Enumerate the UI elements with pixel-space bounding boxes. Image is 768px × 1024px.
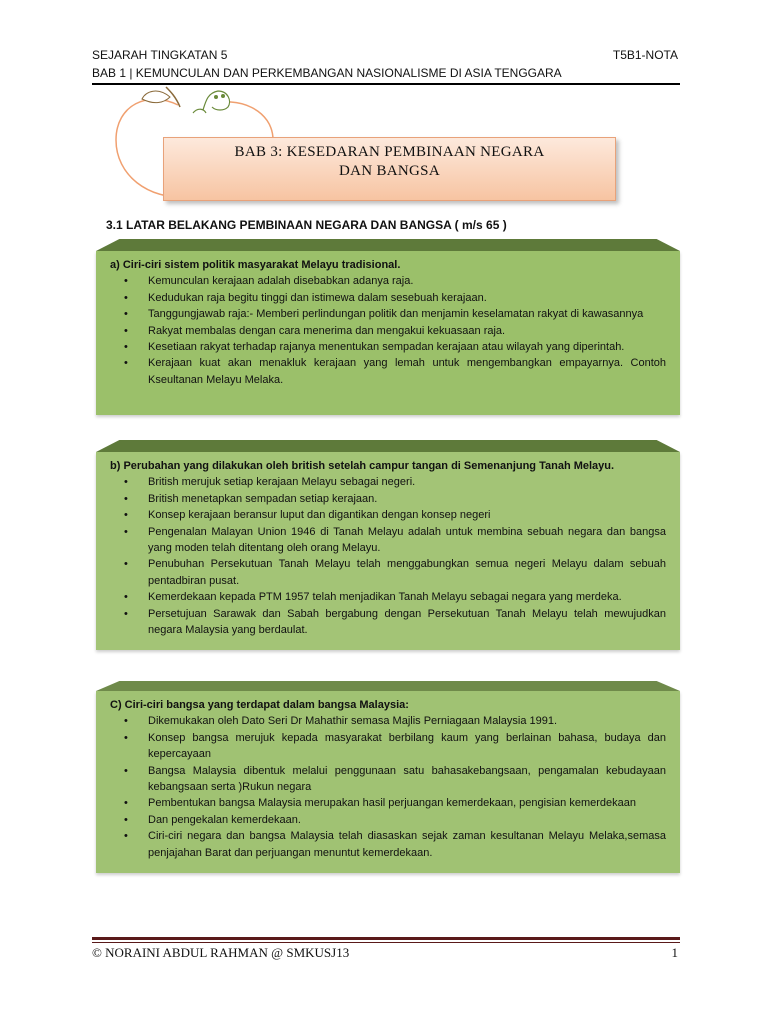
author-credit: © NORAINI ABDUL RAHMAN @ SMKUSJ13 — [92, 945, 350, 960]
list-item: • British menetapkan sempadan setiap kerajaan. — [110, 491, 666, 507]
list-item: • Tanggungjawab raja:- Memberi perlindungan politik dan menjamin keselamatan rakyat di kawasannya — [110, 306, 666, 322]
list-item: • Kemerdekaan kepada PTM 1957 telah menjadikan Tanah Melayu sebagai negara yang merdeka. — [110, 589, 666, 605]
list-item: • British merujuk setiap kerajaan Melayu sebagai negeri. — [110, 474, 666, 490]
list-item: • Persetujuan Sarawak dan Sabah bergabung dengan Persekutuan Tanah Melayu telah mewujudkan negara Malaysia yang berdaulat. — [110, 606, 666, 639]
bullet-list — [110, 713, 666, 861]
page-header — [92, 46, 678, 82]
panel-malaysian-nation — [96, 681, 680, 873]
list-item: • Bangsa Malaysia dibentuk melalui penggunaan satu bahasakebangsaan, pengamalan kebudayaan kebangsaan serta )Rukun negara — [110, 763, 666, 796]
list-item: • Ciri-ciri negara dan bangsa Malaysia telah diasaskan sejak zaman kesultanan Melayu Melaka,semasa penjajahan Barat dan perjuangan menuntut kemerdekaan. — [110, 828, 666, 861]
panel-bevel — [96, 440, 680, 452]
list-item: • Rakyat membalas dengan cara menerima dan mengakui kekuasaan raja. — [110, 323, 666, 339]
section-heading: 3.1 LATAR BELAKANG PEMBINAAN NEGARA DAN BANGSA ( m/s 65 ) — [106, 218, 507, 232]
chapter-title-line1: BAB 3: KESEDARAN PEMBINAAN NEGARA — [234, 144, 545, 160]
panel-heading: C) Ciri-ciri bangsa yang terdapat dalam bangsa Malaysia: — [110, 699, 409, 711]
footer-divider — [92, 937, 680, 940]
panel-heading: a) Ciri-ciri sistem politik masyarakat Melayu tradisional. — [110, 259, 401, 271]
chapter-title-box — [163, 137, 616, 201]
list-item: • Dan pengekalan kemerdekaan. — [110, 812, 666, 828]
panel-british-changes — [96, 440, 680, 650]
list-item: • Dikemukakan oleh Dato Seri Dr Mahathir semasa Majlis Perniagaan Malaysia 1991. — [110, 713, 666, 729]
footer-divider-thin — [92, 942, 680, 943]
list-item: • Konsep kerajaan beransur luput dan digantikan dengan konsep negeri — [110, 507, 666, 523]
page-number: 1 — [671, 945, 678, 960]
panel-heading: b) Perubahan yang dilakukan oleh british setelah campur tangan di Semenanjung Tanah Melayu. — [110, 460, 615, 472]
list-item: • Kedudukan raja begitu tinggi dan istimewa dalam sesebuah kerajaan. — [110, 290, 666, 306]
panel-body — [96, 452, 680, 650]
list-item: • Pengenalan Malayan Union 1946 di Tanah Melayu adalah untuk membina sebuah negara dan bangsa yang moden telah ditentang oleh orang Melayu. — [110, 524, 666, 557]
list-item: • Kerajaan kuat akan menakluk kerajaan yang lemah untuk mengembangkan empayarnya. Contoh Kseultanan Melayu Melaka. — [110, 355, 666, 388]
list-item: • Pembentukan bangsa Malaysia merupakan hasil perjuangan kemerdekaan, pengisian kemerdekaan — [110, 795, 666, 811]
list-item: • Kesetiaan rakyat terhadap rajanya menentukan sempadan kerajaan atau wilayah yang diperintah. — [110, 339, 666, 355]
panel-political-system — [96, 239, 680, 415]
bullet-list — [110, 474, 666, 638]
page-footer — [92, 944, 678, 962]
chapter-title-line2: DAN BANGSA — [339, 163, 440, 179]
chapter-label: BAB 1 | KEMUNCULAN DAN PERKEMBANGAN NASIONALISME DI ASIA TENGGARA — [92, 66, 562, 80]
list-item: • Penubuhan Persekutuan Tanah Melayu telah menggabungkan semua negeri Melayu dalam sebuah pentadbiran pusat. — [110, 556, 666, 589]
panel-body — [96, 251, 680, 415]
subject-label: SEJARAH TINGKATAN 5 — [92, 48, 228, 62]
panel-bevel — [96, 681, 680, 691]
panel-body — [96, 691, 680, 873]
note-code: T5B1-NOTA — [612, 48, 678, 62]
panel-bevel — [96, 239, 680, 251]
list-item: • Konsep bangsa merujuk kepada masyarakat berbilang kaum yang berlainan bahasa, budaya dan kepercayaan — [110, 730, 666, 763]
list-item: • Kemunculan kerajaan adalah disebabkan adanya raja. — [110, 273, 666, 289]
bullet-list — [110, 273, 666, 388]
